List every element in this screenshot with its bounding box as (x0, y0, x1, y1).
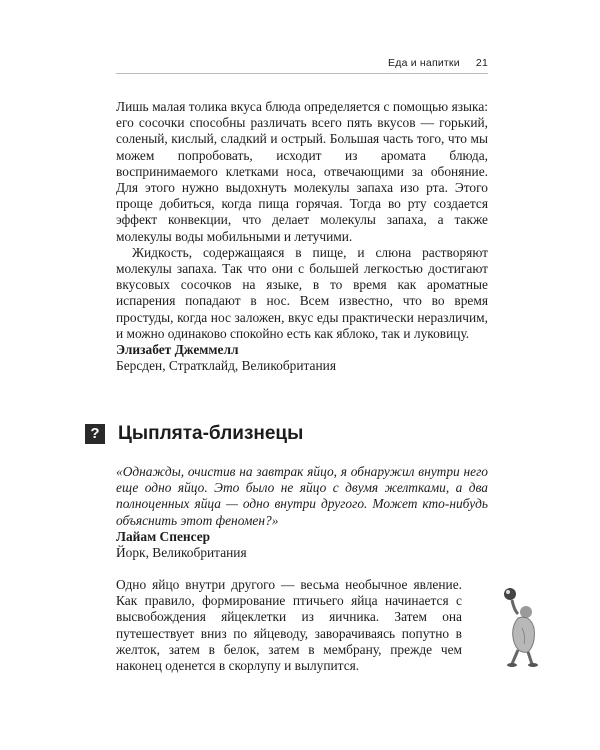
answer-paragraph-1: Лишь малая толика вкуса блюда определяется с помощью языка: его сосочки способны различать всего пять вкусов — горький, соленый, кислый, сладкий и острый. Большая часть того, что мы можем попробовать, исходит из аромата блюда, воспринимаемого клетками носа, отвечающими за обоняние. Для этого нужно выдохнуть молекулы запаха изо рта. Этого проще добиться, когда пища горячая. Тогда во рту создается эффект конвекции, что делает молекулы запаха, а также молекулы воды мобильными и летучими. (116, 99, 488, 244)
page-number: 21 (475, 57, 488, 69)
header-divider (116, 73, 488, 74)
section-title: Цыплята-близнецы (118, 423, 304, 444)
running-header (388, 57, 488, 69)
second-answer-paragraph: Одно яйцо внутри другого — весьма необычное явление. Как правило, формирование птичьего яйца начинается с высвобождения яйцеклетки из яичника. Затем она путешествует вниз по яйцеводу, заворачиваясь попутно в желток, затем в белок, затем в мембрану, прежде чем наконец оденется в скорлупу и вылупится. (116, 577, 462, 674)
second-answer (116, 577, 462, 674)
chapter-title: Еда и напитки (388, 57, 460, 69)
question-location: Йорк, Великобритания (116, 545, 247, 561)
section-heading (85, 423, 303, 445)
question-block (116, 464, 488, 561)
first-answer (116, 99, 488, 374)
reader-question: «Однажды, очистив на завтрак яйцо, я обнаружил внутри него еще одно яйцо. Это было не яйцо с двумя желтками, а два полноценных яйца — одно внутри другого. Может кто-нибудь объяснить этот феномен?» (116, 464, 488, 528)
answer-author: Элизабет Джеммелл (116, 342, 239, 358)
answer-paragraph-2: Жидкость, содержащаяся в пище, и слюна растворяют молекулы запаха. Так что они с большей легкостью достигают вкусовых сосочков на языке, в то время как ароматные испарения попадают в нос. Всем известно, что во время простуды, когда нос заложен, вкус еды практически неразличим, и можно одинаково спокойно есть как яблоко, так и луковицу. (116, 244, 488, 341)
answer-location: Берсден, Стратклайд, Великобритания (116, 358, 336, 374)
question-author: Лайам Спенсер (116, 528, 211, 544)
question-mark-icon: ? (85, 424, 105, 444)
egg-balancing-figure-icon (496, 584, 538, 668)
